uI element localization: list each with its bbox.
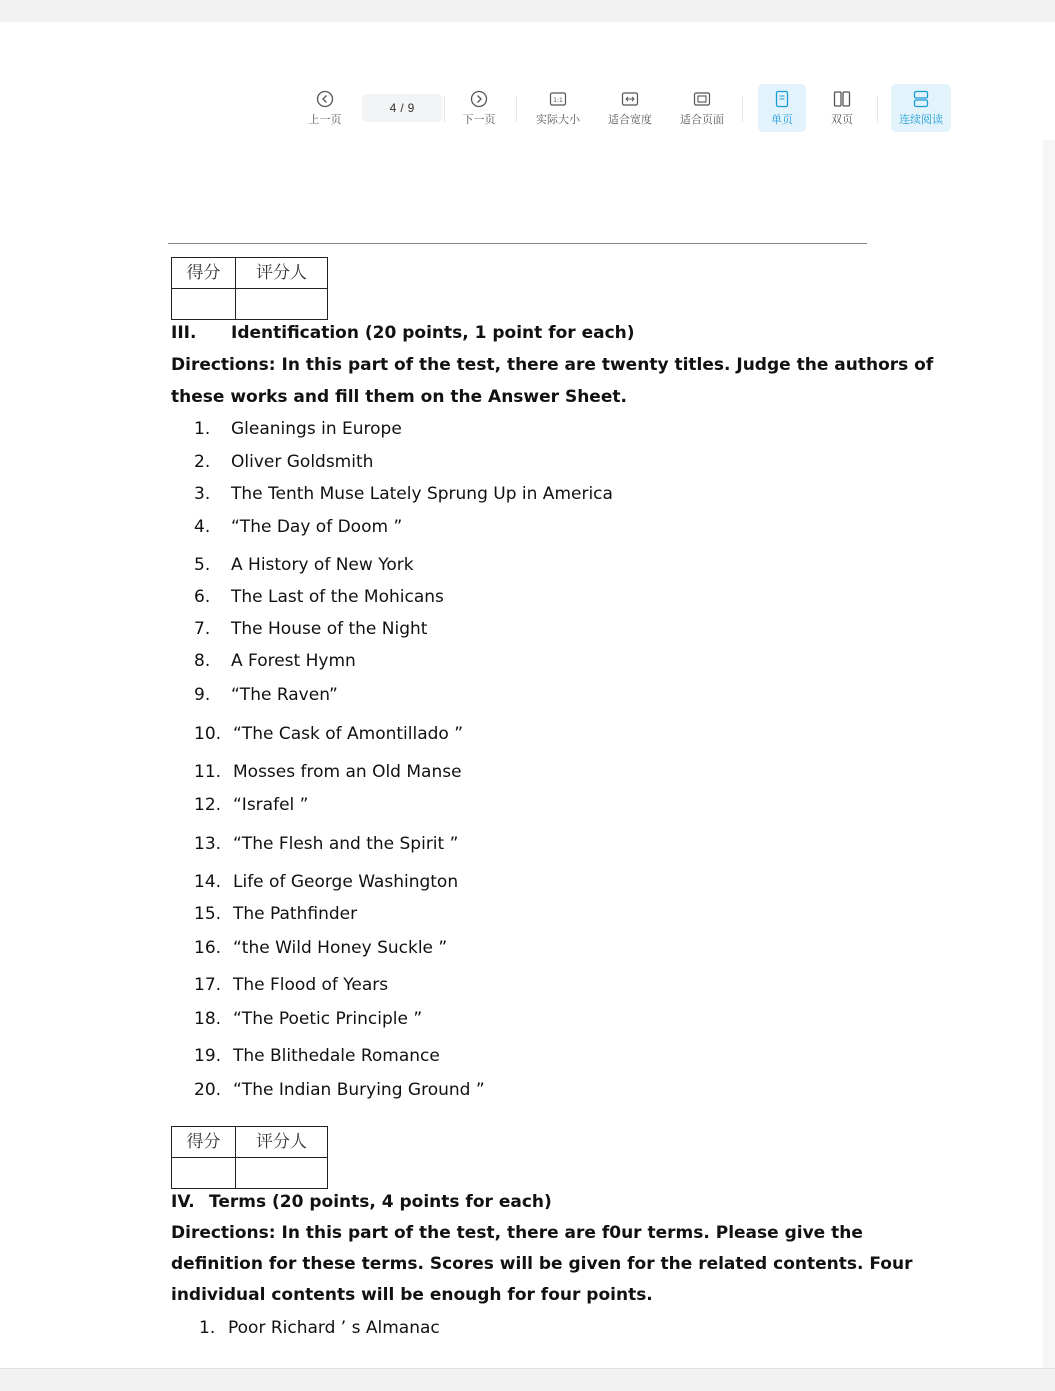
single-page-icon: [773, 90, 791, 108]
next-page-label: 下一页: [462, 113, 496, 126]
list-item-number: 3.: [194, 484, 211, 504]
list-item-text: Poor Richard ’ s Almanac: [228, 1318, 440, 1338]
list-item-number: 5.: [194, 555, 211, 575]
list-item-text: “Israfel ”: [233, 795, 309, 815]
list-item-number: 8.: [194, 651, 211, 671]
actual-size-button[interactable]: [530, 84, 586, 132]
list-item-number: 11.: [194, 762, 222, 782]
list-item-text: The Blithedale Romance: [233, 1046, 440, 1066]
prev-page-label: 上一页: [308, 113, 342, 126]
list-item-number: 7.: [194, 619, 211, 639]
grader-cell: [236, 1158, 328, 1189]
svg-text:1:1: 1:1: [553, 96, 563, 104]
list-item-number: 4.: [194, 517, 211, 537]
list-item-number: 2.: [194, 452, 211, 472]
list-item-text: Life of George Washington: [233, 872, 459, 892]
actual-size-icon: [549, 90, 567, 108]
bottom-bar-background: [0, 1368, 1055, 1391]
actual-size-label: 实际大小: [536, 113, 580, 126]
score-table: [171, 257, 328, 320]
list-item-text: “The Cask of Amontillado ”: [233, 724, 464, 744]
list-item-text: Gleanings in Europe: [231, 419, 402, 439]
section-heading: Identification (20 points, 1 point for each): [231, 323, 635, 343]
score-cell: [172, 289, 236, 320]
section-numeral: III.: [171, 323, 197, 343]
score-cell: [172, 1158, 236, 1189]
single-page-label: 单页: [771, 113, 793, 126]
list-item-text: “The Poetic Principle ”: [233, 1009, 423, 1029]
list-item-number: 15.: [194, 904, 222, 924]
list-item-text: “The Day of Doom ”: [231, 517, 403, 537]
list-item-text: Mosses from an Old Manse: [233, 762, 462, 782]
list-item-text: “The Flesh and the Spirit ”: [233, 834, 459, 854]
list-item-text: Oliver Goldsmith: [231, 452, 374, 472]
page-indicator[interactable]: [362, 94, 442, 122]
list-item-text: The House of the Night: [231, 619, 428, 639]
list-item-number: 16.: [194, 938, 222, 958]
double-page-icon: [833, 90, 851, 108]
grader-header: 评分人: [236, 258, 328, 289]
continuous-reading-icon: [912, 90, 930, 108]
next-page-button[interactable]: [454, 84, 504, 132]
list-item-number: 19.: [194, 1046, 222, 1066]
list-item-number: 20.: [194, 1080, 222, 1100]
directions-text: these works and fill them on the Answer Sheet.: [171, 387, 627, 407]
fit-page-label: 适合页面: [680, 113, 724, 126]
directions-text: individual contents will be enough for four points.: [171, 1285, 653, 1305]
list-item-text: A Forest Hymn: [231, 651, 356, 671]
list-item-number: 12.: [194, 795, 222, 815]
grader-cell: [236, 289, 328, 320]
fit-page-button[interactable]: [674, 84, 730, 132]
section-heading: Terms (20 points, 4 points for each): [209, 1192, 552, 1212]
continuous-reading-label: 连续阅读: [899, 113, 943, 126]
fit-width-label: 适合宽度: [608, 113, 652, 126]
single-page-button[interactable]: [758, 84, 806, 132]
list-item-text: The Pathfinder: [233, 904, 358, 924]
top-bar-background: [0, 0, 1055, 22]
fit-width-button[interactable]: [602, 84, 658, 132]
list-item-text: “the Wild Honey Suckle ”: [233, 938, 448, 958]
page-separator: /: [400, 101, 404, 115]
list-item-text: The Flood of Years: [233, 975, 389, 995]
chevron-left-circle-icon: [316, 90, 334, 108]
scrollbar-track[interactable]: [1043, 140, 1055, 1368]
list-item-number: 18.: [194, 1009, 222, 1029]
score-header: 得分: [172, 258, 236, 289]
viewer-toolbar: [0, 80, 1055, 138]
directions-text: Directions: In this part of the test, there are twenty titles. Judge the authors of: [171, 355, 934, 375]
list-item-number: 13.: [194, 834, 222, 854]
fit-page-icon: [693, 90, 711, 108]
score-header: 得分: [172, 1127, 236, 1158]
list-item-number: 9.: [194, 685, 211, 705]
list-item-number: 6.: [194, 587, 211, 607]
score-table: [171, 1126, 328, 1189]
list-item-text: “The Indian Burying Ground ”: [233, 1080, 485, 1100]
total-page-number: 9: [407, 101, 415, 115]
list-item-text: “The Raven”: [231, 685, 338, 705]
list-item-text: The Tenth Muse Lately Sprung Up in America: [231, 484, 613, 504]
continuous-reading-button[interactable]: [891, 84, 951, 132]
header-rule: [168, 243, 867, 244]
prev-page-button[interactable]: [300, 84, 350, 132]
list-item-number: 10.: [194, 724, 222, 744]
double-page-button[interactable]: [818, 84, 866, 132]
directions-text: definition for these terms. Scores will be given for the related contents. Four: [171, 1254, 913, 1274]
list-item-number: 17.: [194, 975, 222, 995]
list-item-number: 14.: [194, 872, 222, 892]
list-item-text: A History of New York: [231, 555, 414, 575]
directions-text: Directions: In this part of the test, there are f0ur terms. Please give the: [171, 1223, 863, 1243]
list-item-number: 1.: [199, 1318, 216, 1338]
current-page-number[interactable]: 4: [389, 101, 397, 115]
list-item-number: 1.: [194, 419, 211, 439]
list-item-text: The Last of the Mohicans: [231, 587, 444, 607]
double-page-label: 双页: [831, 113, 853, 126]
chevron-right-circle-icon: [470, 90, 488, 108]
section-numeral: IV.: [171, 1192, 195, 1212]
fit-width-icon: [621, 90, 639, 108]
grader-header: 评分人: [236, 1127, 328, 1158]
